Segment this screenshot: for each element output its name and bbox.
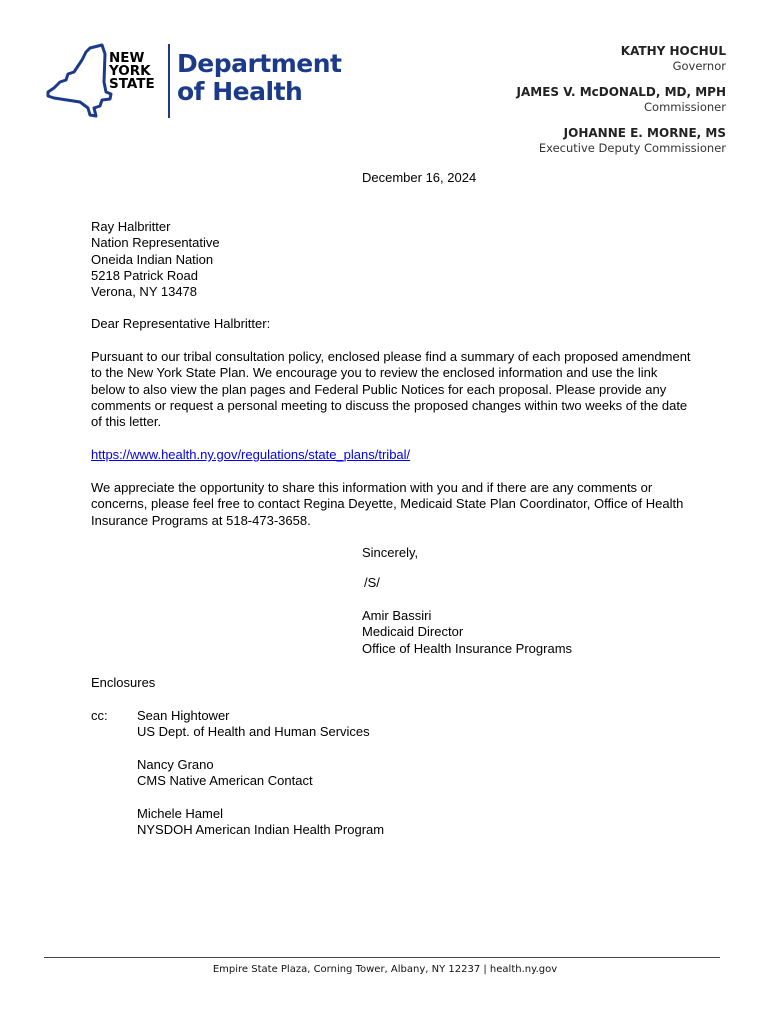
salutation: Dear Representative Halbritter: [91, 316, 271, 331]
official-deputy-commissioner: JOHANNE E. MORNE, MS Executive Deputy Commissioner [538, 126, 726, 155]
body-paragraph-2: We appreciate the opportunity to share this information with you and if there are any comments or concerns, please feel free to contact Regina Deyette, Medicaid State Plan Coordinator, Office of Health Insurance Programs at 518-473-3658. [91, 480, 684, 528]
cc-recipient: Sean Hightower US Dept. of Health and Human Services [137, 708, 370, 740]
letter-date: December 16, 2024 [362, 170, 477, 185]
officials-list [517, 44, 727, 167]
official-commissioner: JAMES V. McDONALD, MD, MPH Commissioner [516, 85, 726, 114]
signer-block: Amir Bassiri Medicaid Director Office of Health Insurance Programs [362, 608, 573, 656]
cc-label: cc: [91, 708, 108, 723]
cc-recipient: Nancy Grano CMS Native American Contact [137, 756, 313, 789]
closing: Sincerely, [362, 545, 419, 560]
tribal-state-plans-link[interactable]: https://www.health.ny.gov/regulations/state_plans/tribal/ [91, 447, 411, 462]
nys-doh-logo [44, 42, 342, 122]
signature: /S/ [364, 575, 380, 590]
footer-divider [44, 957, 720, 958]
official-governor: KATHY HOCHUL Governor [620, 44, 726, 73]
logo-state-text: NEW YORK STATE [109, 50, 155, 92]
new-york-state-outline-icon [44, 42, 114, 122]
body-paragraph-1: Pursuant to our tribal consultation policy, enclosed please find a summary of each proposed amendment to the New York State Plan. We encourage you to review the enclosed information and use the link below to also view the plan pages and Federal Public Notices for each proposal. Please provide any comments or request a personal meeting to discuss the proposed changes within two weeks of the date of this letter. [91, 349, 691, 430]
footer-address: Empire State Plaza, Corning Tower, Albany, NY 12237 | health.ny.gov [212, 964, 558, 975]
enclosures-label: Enclosures [91, 675, 156, 690]
recipient-address: Ray Halbritter Nation Representative Oneida Indian Nation 5218 Patrick Road Verona, NY 13478 [91, 219, 220, 300]
cc-list [137, 708, 384, 855]
cc-recipient: Michele Hamel NYSDOH American Indian Health Program [137, 805, 385, 838]
logo-divider [168, 44, 170, 118]
logo-department-text: Department of Health [177, 49, 342, 106]
